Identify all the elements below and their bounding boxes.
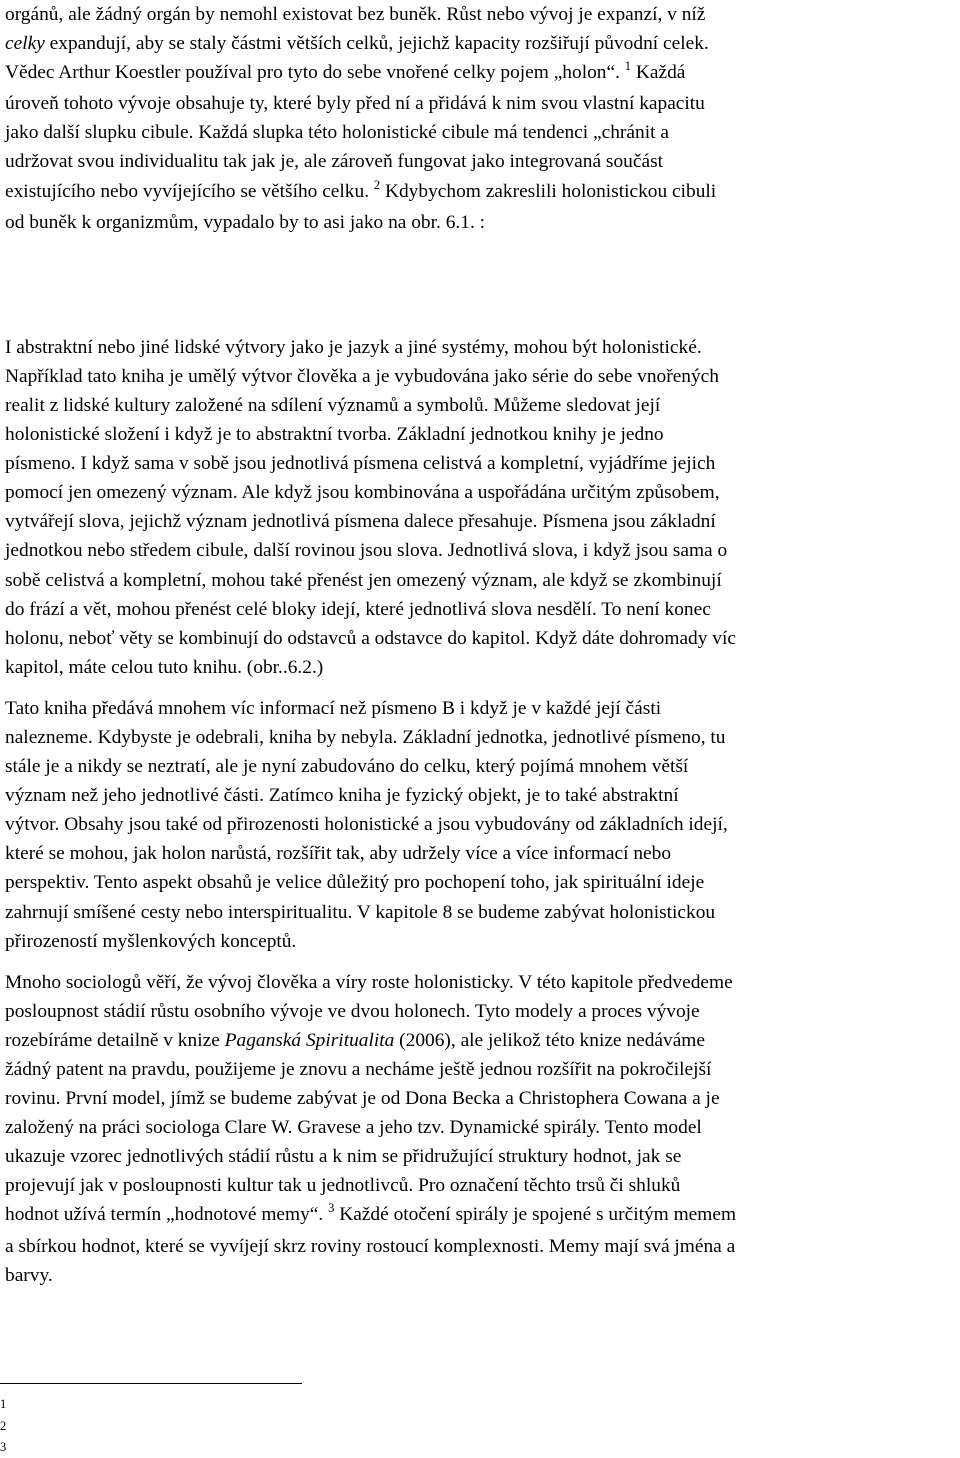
text-line: ukazuje vzorec jednotlivých stádií růstu a k nim se přidružující struktury hodnot, jak se — [5, 1146, 682, 1168]
text-line — [5, 1026, 955, 1055]
footnote-reference: 2 — [373, 177, 381, 192]
paragraph-gap — [5, 682, 955, 694]
text-run: (2006), ale jelikož této knize nedáváme — [394, 1029, 705, 1051]
text-line: I abstraktní nebo jiné lidské výtvory jako je jazyk a jiné systémy, mohou být holonistické. — [5, 336, 702, 358]
text-line: perspektiv. Tento aspekt obsahů je velice důležitý pro pochopení toho, jak spirituální ideje — [5, 872, 705, 894]
text-run: Každé otočení spirály je spojené s určitým memem — [334, 1204, 737, 1226]
text-line: Mnoho sociologů věří, že vývoj člověka a víry roste holonisticky. V této kapitole předvedeme — [5, 971, 733, 993]
text-line: písmeno. I když sama v sobě jsou jednotlivá písmena celistvá a kompletní, vyjádříme jejich — [5, 453, 716, 475]
text-line: realit z lidské kultury založené na sdílení významů a symbolů. Můžeme sledovat její — [5, 394, 661, 416]
paragraph-3 — [5, 694, 955, 956]
text-line: Například tato kniha je umělý výtvor člověka a je vybudována jako série do sebe vnořených — [5, 365, 719, 387]
document-page — [5, 0, 955, 1290]
text-line: vytvářejí slova, jejichž význam jednotlivá písmena dalece přesahuje. Písmena jsou základní — [5, 511, 716, 533]
text-line: založený na práci sociologa Clare W. Gravese a jeho tzv. Dynamické spirály. Tento model — [5, 1117, 702, 1139]
footnote-3-marker: 3 — [0, 1440, 7, 1454]
text-line: přirozeností myšlenkových konceptů. — [5, 930, 297, 952]
text-line: od buněk k organizmům, vypadalo by to asi jako na obr. 6.1. : — [5, 211, 486, 233]
text-line: sobě celistvá a kompletní, mohou také přenést jen omezený význam, ale když se zkombinují — [5, 569, 722, 591]
footnote-reference: 3 — [328, 1201, 335, 1216]
paragraph-gap — [5, 237, 955, 333]
text-run: rozebíráme detailně v knize — [5, 1029, 225, 1051]
text-line: udržovat svou individualitu tak jak je, ale zároveň fungovat jako integrovaná součást — [5, 151, 664, 173]
footnote-reference: 1 — [624, 59, 632, 74]
text-line: stále je a nikdy se neztratí, ale je nyní zabudováno do celku, který pojímá mnohem větší — [5, 756, 689, 778]
text-line: význam než jeho jednotlivé části. Zatímco kniha je fyzický objekt, je to také abstraktní — [5, 785, 679, 807]
text-line: nalezneme. Kdybyste je odebrali, kniha by nebyla. Základní jednotka, jednotlivé písmeno, tu — [5, 726, 726, 748]
text-line: zahrnují smíšené cesty nebo interspiritualitu. V kapitole 8 se budeme zabývat holonistickou — [5, 901, 716, 923]
text-line — [5, 177, 955, 208]
text-line — [5, 29, 955, 58]
text-line: a sbírkou hodnot, které se vyvíjejí skrz roviny rostoucí komplexnosti. Memy mají svá jména a — [5, 1235, 736, 1257]
text-line: Tato kniha předává mnohem víc informací než písmeno B i když je v každé její části — [5, 697, 662, 719]
text-line: výtvor. Obsahy jsou také od přirozenosti holonistické a jsou vybudovány od základních idejí, — [5, 814, 728, 836]
italic-text: Paganská Spiritualita — [224, 1029, 395, 1051]
text-line: rovinu. První model, jímž se budeme zabývat je od Dona Becka a Christophera Cowana a je — [5, 1088, 720, 1110]
text-line: posloupnost stádií růstu osobního vývoje ve dvou holonech. Tyto modely a proces vývoje — [5, 1000, 700, 1022]
text-run: Kdybychom zakreslili holonistickou cibuli — [380, 180, 717, 202]
text-line: holonistické složení i když je to abstraktní tvorba. Základní jednotkou knihy je jedno — [5, 424, 664, 446]
italic-text: celky — [5, 33, 45, 55]
paragraph-1 — [5, 0, 955, 237]
text-line: žádný patent na pravdu, použijeme je znovu a necháme ještě jednou rozšířit na pokročilejší — [5, 1059, 712, 1080]
text-line: pomocí jen omezený význam. Ale když jsou kombinována a uspořádána určitým způsobem, — [5, 482, 720, 504]
text-line: jako další slupku cibule. Každá slupka této holonistické cibule má tendenci „chránit a — [5, 122, 669, 144]
text-line: orgánů, ale žádný orgán by nemohl existovat bez buněk. Růst nebo vývoj je expanzí, v níž — [5, 4, 706, 25]
text-line: jednotkou nebo středem cibule, další rovinou jsou slova. Jednotlivá slova, i když jsou sama o — [5, 540, 728, 562]
text-line — [5, 58, 955, 89]
text-run: hodnot užívá termín „hodnotové memy“. — [5, 1204, 329, 1226]
text-run: existujícího nebo vyvíjejícího se většího celku. — [5, 180, 374, 202]
text-run: expandují, aby se staly částmi větších celků, jejichž kapacity rozšiřují původní celek. — [44, 33, 709, 55]
text-line: projevují jak v posloupnosti kultur tak u jednotlivců. Pro označení těchto trsů či shluků — [5, 1175, 681, 1197]
text-run: Vědec Arthur Koestler používal pro tyto do sebe vnořené celky pojem „holon“. — [5, 62, 625, 84]
paragraph-2 — [5, 333, 955, 682]
footnote-separator — [0, 1383, 302, 1384]
body-text — [5, 0, 955, 1290]
paragraph-gap — [5, 956, 955, 968]
text-line: kapitol, máte celou tuto knihu. (obr..6.2.) — [5, 656, 324, 678]
footnote-2-marker: 2 — [0, 1419, 7, 1433]
text-line: holonu, neboť věty se kombinují do odstavců a odstavce do kapitol. Když dáte dohromady víc — [5, 627, 736, 649]
text-line: barvy. — [5, 1264, 53, 1286]
text-line: které se mohou, jak holon narůstá, rozšířit tak, aby udržely více a více informací nebo — [5, 843, 672, 865]
text-line: do frází a vět, mohou přenést celé bloky idejí, které jednotlivá slova nesdělí. To není konec — [5, 598, 711, 620]
text-line — [5, 1200, 955, 1231]
paragraph-4 — [5, 968, 955, 1290]
text-line: úroveň tohoto vývoje obsahuje ty, které byly před ní a přidává k nim svou vlastní kapacitu — [5, 93, 705, 115]
text-run: Každá — [631, 62, 686, 84]
footnote-1-marker: 1 — [0, 1397, 7, 1411]
